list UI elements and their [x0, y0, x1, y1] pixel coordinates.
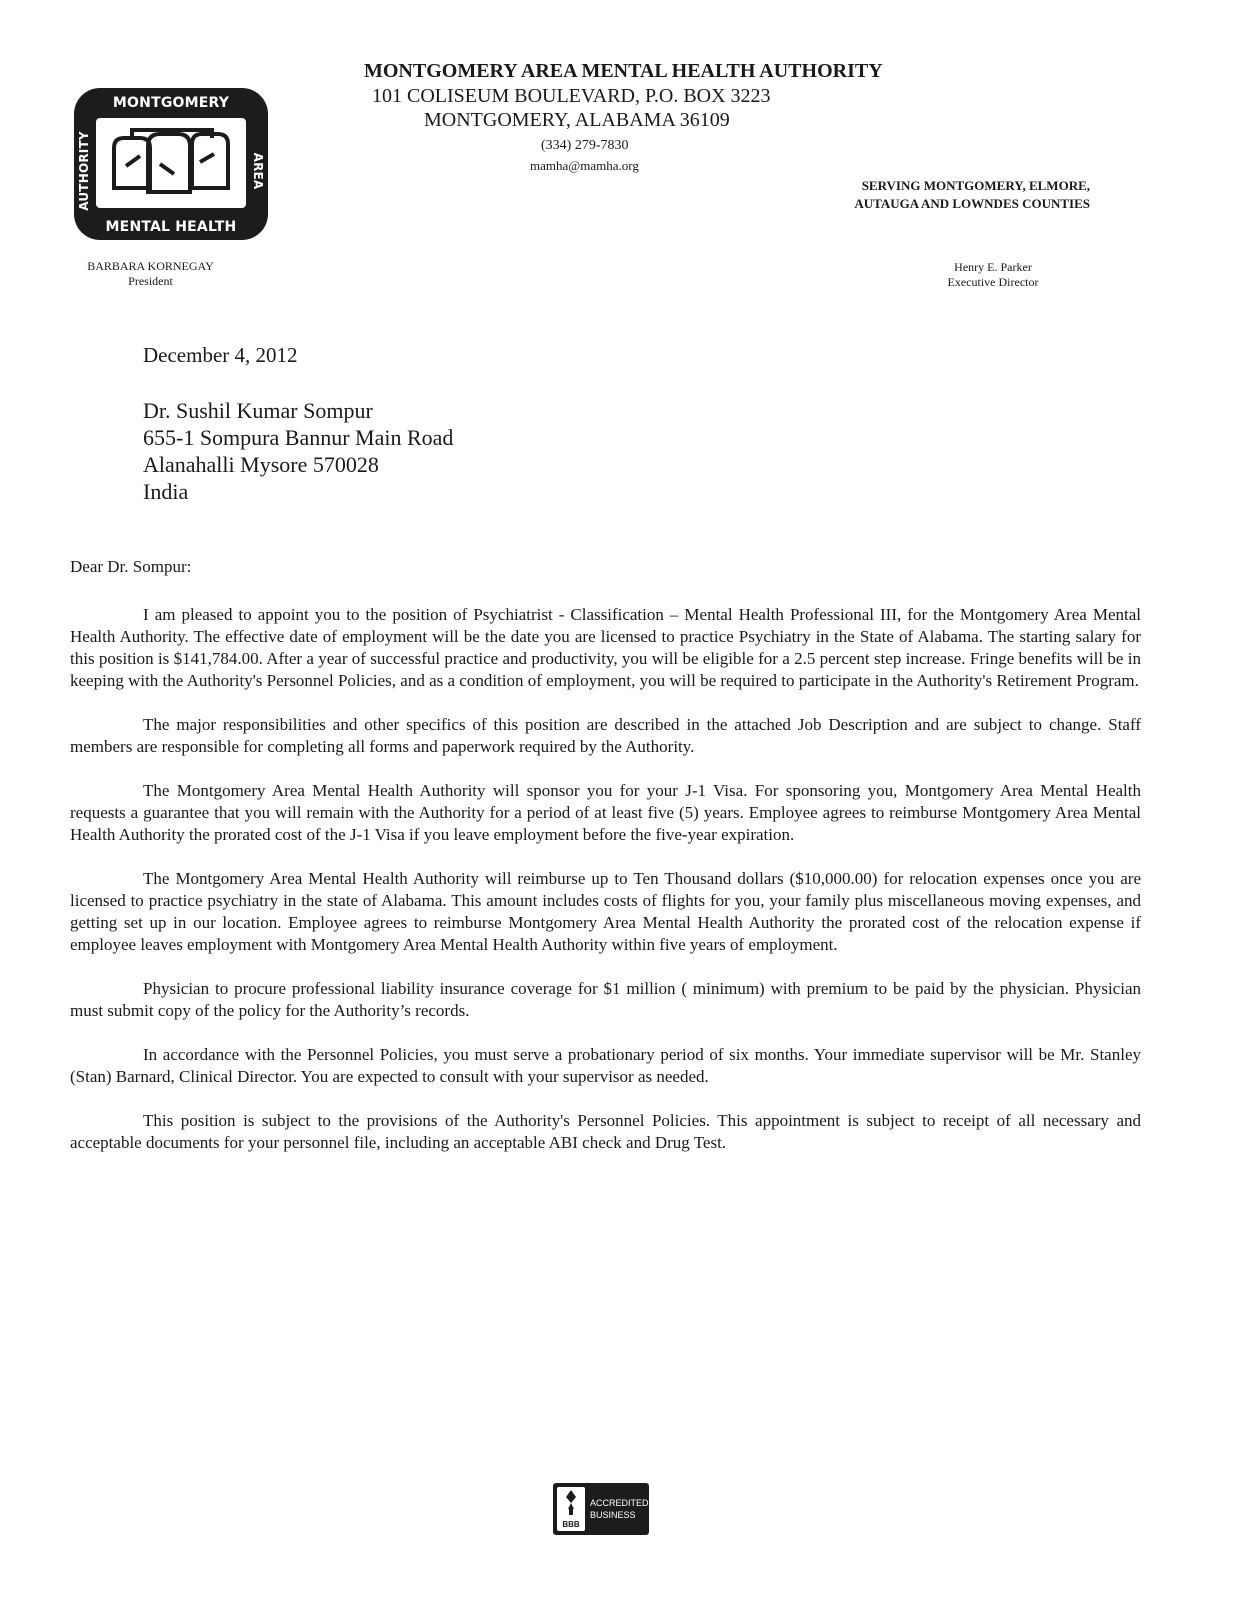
salutation: Dear Dr. Sompur:	[70, 557, 192, 576]
director-name: Henry E. Parker	[954, 260, 1032, 274]
bbb-label-line-1: ACCREDITED	[590, 1498, 649, 1508]
paragraph-responsibilities: The major responsibilities and other specifics of this position are described in the attached Job Description and are subject to change. Staff members are responsible for completing all forms and paperwork required by the Authority.	[70, 715, 1141, 756]
organization-logo	[74, 88, 268, 240]
phone-number: (334) 279-7830	[541, 138, 629, 153]
serving-line-2: AUTAUGA AND LOWNDES COUNTIES	[854, 196, 1090, 211]
people-emblem-icon	[96, 118, 246, 208]
serving-line-1: SERVING MONTGOMERY, ELMORE,	[861, 178, 1090, 193]
logo-text-bottom: MENTAL HEALTH	[105, 219, 237, 235]
letter-body	[70, 604, 1141, 1176]
bbb-mark: BBB	[562, 1520, 580, 1529]
paragraph-provisions: This position is subject to the provisions of the Authority's Personnel Policies. This appointment is subject to receipt of all necessary and acceptable documents for your personnel file, including an acceptable ABI check and Drug Test.	[70, 1111, 1141, 1152]
bbb-accredited-badge	[553, 1483, 649, 1535]
president-block	[68, 259, 233, 289]
bbb-torch-icon	[557, 1487, 585, 1531]
recipient-line: Alanahalli Mysore 570028	[143, 452, 379, 477]
serving-counties	[780, 177, 1090, 213]
address-line-1: 101 COLISEUM BOULEVARD, P.O. BOX 3223	[372, 85, 771, 107]
president-name: BARBARA KORNEGAY	[87, 259, 214, 273]
logo-text-right: AREA	[251, 152, 265, 190]
president-title: President	[128, 274, 173, 288]
recipient-line: Dr. Sushil Kumar Sompur	[143, 398, 373, 423]
logo-text-top: MONTGOMERY	[112, 95, 230, 111]
logo-emblem	[96, 118, 246, 208]
paragraph-probation: In accordance with the Personnel Policies, you must serve a probationary period of six months. Your immediate supervisor will be Mr. Stanley (Stan) Barnard, Clinical Director. You are expected to consult with your supervisor as needed.	[70, 1045, 1141, 1086]
paragraph-insurance: Physician to procure professional liability insurance coverage for $1 million ( minimum) with premium to be paid by the physician. Physician must submit copy of the policy for the Authority’s records.	[70, 979, 1141, 1020]
bbb-label	[590, 1497, 649, 1521]
bbb-label-line-2: BUSINESS	[590, 1510, 636, 1520]
paragraph-relocation: The Montgomery Area Mental Health Authority will reimburse up to Ten Thousand dollars ($10,000.00) for relocation expenses once you are licensed to practice psychiatry in the state of Alabama. This amount includes costs of flights for you, your family plus miscellaneous moving expenses, and getting set up in our location. Employee agrees to reimburse Montgomery Area Mental Health Authority the prorated cost of the relocation expense if employee leaves employment with Montgomery Area Mental Health Authority within five years of employment.	[70, 869, 1141, 954]
paragraph-appointment: I am pleased to appoint you to the position of Psychiatrist - Classification – Mental Health Professional III, for the Montgomery Area Mental Health Authority. The effective date of employment will be the date you are licensed to practice Psychiatry in the State of Alabama. The starting salary for this position is $141,784.00. After a year of successful practice and productivity, you will be eligible for a 2.5 percent step increase. Fringe benefits will be in keeping with the Authority's Personnel Policies, and as a condition of employment, you will be required to participate in the Authority's Retirement Program.	[70, 605, 1141, 690]
executive-director-block	[918, 260, 1068, 290]
recipient-line: India	[143, 479, 189, 504]
paragraph-visa: The Montgomery Area Mental Health Authority will sponsor you for your J-1 Visa. For sponsoring you, Montgomery Area Mental Health requests a guarantee that you will remain with the Authority for a period of at least five (5) years. Employee agrees to reimburse Montgomery Area Mental Health Authority the prorated cost of the J-1 Visa if you leave employment before the five-year expiration.	[70, 781, 1141, 844]
address-line-2: MONTGOMERY, ALABAMA 36109	[424, 109, 730, 131]
email-address: mamha@mamha.org	[530, 158, 639, 173]
organization-name: MONTGOMERY AREA MENTAL HEALTH AUTHORITY	[364, 60, 883, 82]
letter-date: December 4, 2012	[143, 343, 298, 367]
recipient-address	[143, 397, 453, 505]
recipient-line: 655-1 Sompura Bannur Main Road	[143, 425, 454, 450]
logo-text-left: AUTHORITY	[77, 131, 91, 211]
director-title: Executive Director	[947, 275, 1039, 289]
